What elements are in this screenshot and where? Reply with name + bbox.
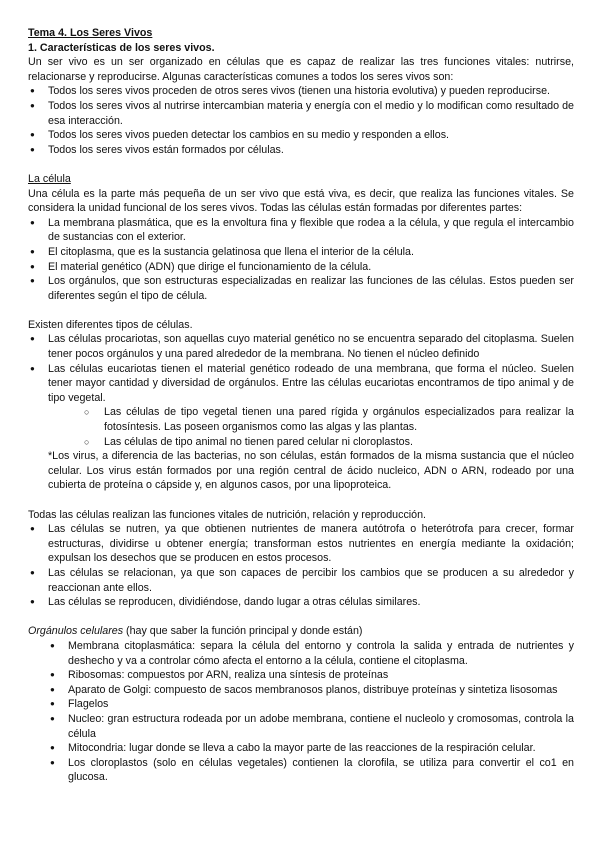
list-item: ● Las células se relacionan, ya que son capaces de percibir los cambios que se producen a su alrededor y reaccionan ante ellos.	[28, 566, 574, 595]
section-heading: 1. Características de los seres vivos.	[28, 41, 215, 54]
list-item: ● El citoplasma, que es la sustancia gelatinosa que llena el interior de la célula.	[28, 245, 574, 260]
list-item: ● Flagelos	[48, 697, 574, 712]
organelles-title-italic: Orgánulos celulares	[28, 625, 124, 638]
bullet-list	[28, 216, 574, 304]
spacer	[28, 493, 574, 508]
bullet-list	[28, 84, 574, 157]
list-item: ● Todos los seres vivos están formados por células.	[28, 143, 574, 158]
paragraph: Una célula es la parte más pequeña de un ser vivo que está viva, es decir, que realiza las funciones vitales. Se considera la unidad funcional de los seres vivos. Todas las células están formadas por diferentes partes:	[28, 187, 574, 215]
bullet-list	[28, 522, 574, 610]
organelles-title-rest: (hay que saber la función principal y donde están)	[123, 625, 363, 638]
list-item: ● Todos los seres vivos al nutrirse intercambian materia y energía con el medio y lo modifican como resultado de esa interacción.	[28, 99, 574, 128]
sub-list-item: ○ Las células de tipo animal no tienen pared celular ni cloroplastos.	[84, 435, 574, 450]
list-item: ● Aparato de Golgi: compuesto de sacos membranosos planos, distribuye proteínas y sintetiza lisosomas	[48, 683, 574, 698]
section-title-cell: La célula	[28, 172, 71, 185]
virus-note: *Los virus, a diferencia de las bacterias, no son células, están formados de la misma sustancia que el núcleo celular. Los virus están formados por una región central de ácido nucleico, ADN o ARN, rodeado por una cubierta de proteína o cápside y, en algunos casos, por una lipoproteica.	[48, 450, 574, 492]
list-item: ● Los orgánulos, que son estructuras especializadas en realizar las funciones de las células. Estos pueden ser diferentes según el tipo de célula.	[28, 274, 574, 303]
sub-list-item: ○ Las células de tipo vegetal tienen una pared rígida y orgánulos especializados para realizar la fotosíntesis. Las poseen organismos como las algas y las plantas.	[84, 405, 574, 434]
list-item: ● El material genético (ADN) que dirige el funcionamiento de la célula.	[28, 260, 574, 275]
list-item: ● Nucleo: gran estructura rodeada por un adobe membrana, contiene el nucleolo y cromosomas, controla la célula	[48, 712, 574, 741]
list-item: ● Las células eucariotas tienen el material genético rodeado de una membrana, que forma el núcleo. Suelen tener mayor cantidad y diversidad de orgánulos. Entre las células eucariotas encontramos de tipo animal y de tipo vegetal.	[28, 362, 574, 406]
list-item: ● Todos los seres vivos pueden detectar los cambios en su medio y responden a ellos.	[28, 128, 574, 143]
list-item: ● Las células procariotas, son aquellas cuyo material genético no se encuentra separado del citoplasma. Suelen tener pocos orgánulos y una pared alrededor de la membrana. No tienen el núcleo definido	[28, 332, 574, 361]
spacer	[28, 610, 574, 625]
document-title: Tema 4. Los Seres Vivos	[28, 27, 153, 39]
list-item: ● Mitocondria: lugar donde se lleva a cabo la mayor parte de las reacciones de la respiración celular.	[48, 741, 574, 756]
spacer	[28, 303, 574, 318]
list-item: ● Ribosomas: compuestos por ARN, realiza una síntesis de proteínas	[48, 668, 574, 683]
paragraph: Existen diferentes tipos de células.	[28, 318, 193, 331]
list-item: ● Las células se nutren, ya que obtienen nutrientes de manera autótrofa o heterótrofa para crecer, formar estructuras, dividirse u obtener energía; transforman estos nutrientes en energía mediante la oxidación; expulsan los desechos que se producen en estos procesos.	[28, 522, 574, 566]
list-item: ● Las células se reproducen, dividiéndose, dando lugar a otras células similares.	[28, 595, 574, 610]
organelle-list	[28, 639, 574, 785]
bullet-list	[28, 332, 574, 405]
paragraph: Un ser vivo es un ser organizado en células que es capaz de realizar las tres funciones vitales: nutrirse, relacionarse y reproducirse. Algunas características comunes a todos los seres vivos son:	[28, 56, 574, 83]
paragraph: Todas las células realizan las funciones vitales de nutrición, relación y reproducción.	[28, 508, 427, 521]
organelles-title	[28, 624, 574, 639]
list-item: ● La membrana plasmática, que es la envoltura fina y flexible que rodea a la célula, y que regula el intercambio de sustancias con el exterior.	[28, 216, 574, 245]
spacer	[28, 157, 574, 172]
list-item: ● Todos los seres vivos proceden de otros seres vivos (tienen una historia evolutiva) y pueden reproducirse.	[28, 84, 574, 99]
list-item: ● Membrana citoplasmática: separa la célula del entorno y controla la salida y entrada de nutrientes y deshecho y va a controlar cómo afecta el entorno a la célula, contiene el citoplasma.	[48, 639, 574, 668]
sub-bullet-list	[28, 405, 574, 449]
list-item: ● Los cloroplastos (solo en células vegetales) contienen la clorofila, se utiliza para convertir el co1 en glucosa.	[48, 756, 574, 785]
